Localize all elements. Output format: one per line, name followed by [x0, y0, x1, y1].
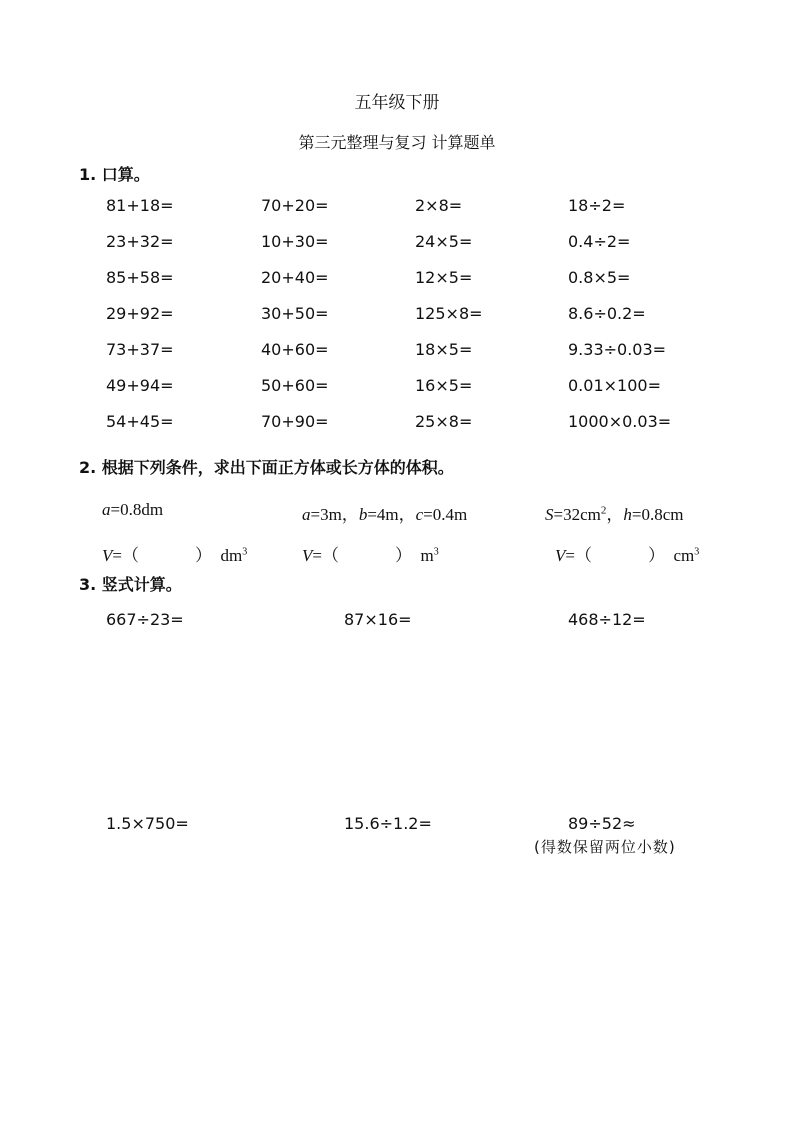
problem: 70+90=	[261, 412, 329, 431]
problem: 81+18=	[106, 196, 174, 215]
unit-text: cm	[673, 546, 695, 565]
section-2-heading: 2. 根据下列条件，求出下面正方体或长方体的体积。	[79, 458, 454, 477]
problem: 73+37=	[106, 340, 174, 359]
value-b: =4m，	[367, 505, 416, 524]
vertical-calc-problem: 89÷52≈	[568, 814, 636, 833]
problem: 25×8=	[415, 412, 473, 431]
problem: 70+20=	[261, 196, 329, 215]
open-paren: =（	[312, 546, 339, 565]
problem: 23+32=	[106, 232, 174, 251]
page-subtitle: 第三元整理与复习 计算题单	[298, 133, 496, 152]
unit	[673, 546, 699, 565]
page-title: 五年级下册	[354, 93, 440, 113]
mental-math-row	[0, 232, 794, 268]
vertical-calc-problem: 468÷12=	[568, 610, 646, 629]
vertical-calc-problem: 15.6÷1.2=	[344, 814, 432, 833]
mental-math-row	[0, 376, 794, 412]
vertical-calc-problem: 1.5×750=	[106, 814, 189, 833]
unit-exponent: 3	[694, 546, 700, 558]
unit-text: m	[420, 546, 434, 565]
problem: 85+58=	[106, 268, 174, 287]
close-paren: ）	[647, 546, 665, 565]
separator: ，	[606, 505, 624, 524]
problem: 49+94=	[106, 376, 174, 395]
vertical-calc-problem: 87×16=	[344, 610, 412, 629]
section-1-heading: 1. 口算。	[79, 165, 150, 184]
mental-math-row	[0, 196, 794, 232]
rounding-note: (得数保留两位小数)	[534, 838, 676, 856]
unit-text: dm	[220, 546, 243, 565]
problem: 9.33÷0.03=	[568, 340, 667, 359]
problem: 0.8×5=	[568, 268, 631, 287]
condition-cuboid	[302, 500, 467, 525]
section-3-heading: 3. 竖式计算。	[79, 575, 182, 594]
unit-exponent: 3	[433, 546, 439, 558]
answer-prism	[555, 541, 699, 566]
condition-prism	[545, 500, 683, 525]
answer-cube	[102, 541, 247, 566]
problem: 0.01×100=	[568, 376, 661, 395]
problem: 16×5=	[415, 376, 473, 395]
vertical-calc-problem: 667÷23=	[106, 610, 184, 629]
unit-exponent: 3	[242, 546, 248, 558]
value-h: =0.8cm	[631, 505, 684, 524]
problem: 50+60=	[261, 376, 329, 395]
exponent: 2	[600, 504, 607, 517]
value-s: =32cm	[553, 505, 601, 524]
open-paren: =（	[112, 546, 139, 565]
problem: 1000×0.03=	[568, 412, 672, 431]
value-a: =3m，	[310, 505, 359, 524]
problem: 0.4÷2=	[568, 232, 631, 251]
var-c: c	[415, 505, 424, 524]
var-a: a	[302, 505, 311, 524]
close-paren: ）	[194, 546, 212, 565]
var-h: h	[623, 505, 632, 524]
unit	[220, 546, 247, 565]
mental-math-row	[0, 268, 794, 304]
var-s: S	[545, 505, 554, 524]
problem: 2×8=	[415, 196, 463, 215]
problem: 18×5=	[415, 340, 473, 359]
var-v: V	[102, 546, 113, 565]
problem: 12×5=	[415, 268, 473, 287]
var-b: b	[358, 505, 368, 524]
mental-math-row	[0, 304, 794, 340]
value-c: =0.4m	[423, 505, 468, 524]
var-v: V	[555, 546, 566, 565]
answer-cuboid	[302, 541, 439, 566]
condition-cube	[102, 500, 163, 520]
var-v: V	[302, 546, 313, 565]
var-a: a	[102, 500, 111, 519]
value-a: =0.8dm	[110, 500, 164, 519]
problem: 30+50=	[261, 304, 329, 323]
mental-math-row	[0, 340, 794, 376]
problem: 18÷2=	[568, 196, 626, 215]
problem: 8.6÷0.2=	[568, 304, 646, 323]
close-paren: ）	[394, 546, 412, 565]
problem: 40+60=	[261, 340, 329, 359]
open-paren: =（	[565, 546, 592, 565]
problem: 20+40=	[261, 268, 329, 287]
problem: 10+30=	[261, 232, 329, 251]
problem: 125×8=	[415, 304, 483, 323]
problem: 29+92=	[106, 304, 174, 323]
unit	[420, 546, 438, 565]
mental-math-row	[0, 412, 794, 448]
problem: 54+45=	[106, 412, 174, 431]
problem: 24×5=	[415, 232, 473, 251]
